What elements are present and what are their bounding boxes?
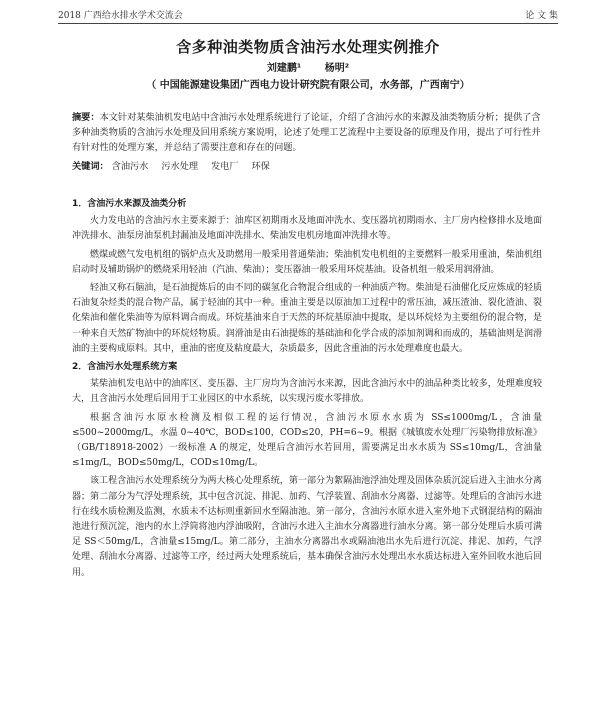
conference-name: 2018 广西给水排水学术交流会 xyxy=(58,11,183,21)
author-name: 刘建鹏¹ xyxy=(266,63,302,74)
body-paragraph: 某柴油机发电站中的油库区、变压器、主厂房均为含油污水来源，因此含油污水中的油品种类比较多，处理难度较大，且含油污水处理后回用于工业园区的中水系统，以实现污废水零排放。 xyxy=(72,379,542,405)
abstract-text: 本文针对某柴油机发电站中含油污水处理系统进行了论证，介绍了含油污水的来源及油类物质分析；提供了含多种油类物质的含油污水处理及回用系统方案说明，论述了处理工艺流程中主要设备的原理及作用，提出了可行性并有针对性的处理方案，并总结了需要注意和存在的问题。 xyxy=(72,112,541,153)
body-paragraph: 火力发电站的含油污水主要来源于：油库区初期雨水及地面冲洗水、变压器坑初期雨水、主厂房内检修排水及地面冲洗排水、油泵房油泵机封漏油及地面冲洗排水、柴油发电机房地面冲洗排水等。 xyxy=(72,216,542,242)
section-heading: 2．含油污水处理系统方案 xyxy=(72,362,178,373)
running-header xyxy=(58,8,558,21)
author-list xyxy=(58,59,558,74)
body-paragraph: 根据含油污水原水检测及相似工程的运行情况，含油污水原水水质为 SS≤1000mg/L，含油量≤500~2000mg/L，水温 0~40℃，BOD≤100，COD≤20，PH=6~9。根据《城镇废水处理厂污染物排放标准》（GB/T18918-2002）一级标准 A 的规定，处理后含油污水若回用，需要满足出水水质为 SS≤10mg/L，含油量≤1mg/L，BOD≤50mg/L，COD≤10mg/L。 xyxy=(72,412,542,469)
affiliation: （ 中国能源建设集团广西电力设计研究院有限公司，水务部，广西南宁） xyxy=(146,80,470,91)
header-divider xyxy=(58,23,558,24)
keyword: 环保 xyxy=(251,161,270,172)
author-name: 杨明² xyxy=(324,63,350,74)
body-paragraph: 燃煤或燃气发电机组的锅炉点火及助燃用一般采用普通柴油；柴油机发电机组的主要燃料一般采用重油，柴油机组启动时及辅助锅炉的燃烧采用轻油（汽油、柴油）；变压器油一般采用环烷基油。设备机组一般采用润滑油。 xyxy=(72,249,542,275)
paper-body xyxy=(72,197,542,584)
section-label: 论 文 集 xyxy=(525,11,558,21)
abstract xyxy=(72,110,542,155)
body-paragraph: 该工程含油污水处理系统分为两大核心处理系统，第一部分为絮隔油池浮油处理及固体杂质沉淀后进入主油水分离器；第二部分为气浮处理系统，其中包含沉淀、排泥、加药、气浮装置、刮油水分离器、过滤等。处理后的含油污水进行在线水质检测及监测，水质未不达标则重新回水至隔油池。第一部分，含油污水原水进入室外地下式钢混结构的隔油池进行预沉淀，池内的水上浮筒将池内浮油吸附，含油污水进入主油水分离器进行油水分离。第一部分处理后水质可满足 SS＜50mg/L，含油量≤15mg/L。第二部分，主油水分离器出水或隔油池出水先后进行沉淀、排泥、加药，气浮处理、刮油水分离器、过滤等工序，经过两大处理系统后，基本确保含油污水处理出水水质达标进入室外回收水池后回用。 xyxy=(72,476,542,578)
keywords xyxy=(72,159,542,174)
keyword: 污水处理 xyxy=(161,161,199,172)
body-paragraph: 轻油又称石脑油，是石油提炼后的由不同的碳氢化合物混合组成的一种油质产物。柴油是石油催化反应炼成的轻质石油复杂烃类的混合物产品，属于轻油的其中一种。重油主要是以原油加工过程中的常压油，减压渣油、裂化渣油、裂化柴油和催化柴油等为原料调合而成。环烷基油来自于天然的环烷基原油中提取，是以环烷烃为主要组份的混合物，是一种来自天然矿物油中的环烷烃物质。润滑油是由石油提炼的基础油和化学合成的添加剂调和而成的，基础油则是润滑油的主要构成原料。其中，重油的密度及粘度最大，杂质最多，因此含重油的污水处理难度也最大。 xyxy=(72,283,542,354)
paper-title: 含多种油类物质含油污水处理实例推介 xyxy=(176,38,440,56)
keywords-label: 关键词： xyxy=(72,161,109,172)
section-heading: 1．含油污水来源及油类分析 xyxy=(72,199,187,209)
abstract-label: 摘要： xyxy=(72,112,100,123)
keyword: 含油污水 xyxy=(111,161,149,172)
keyword: 发电厂 xyxy=(211,161,239,172)
